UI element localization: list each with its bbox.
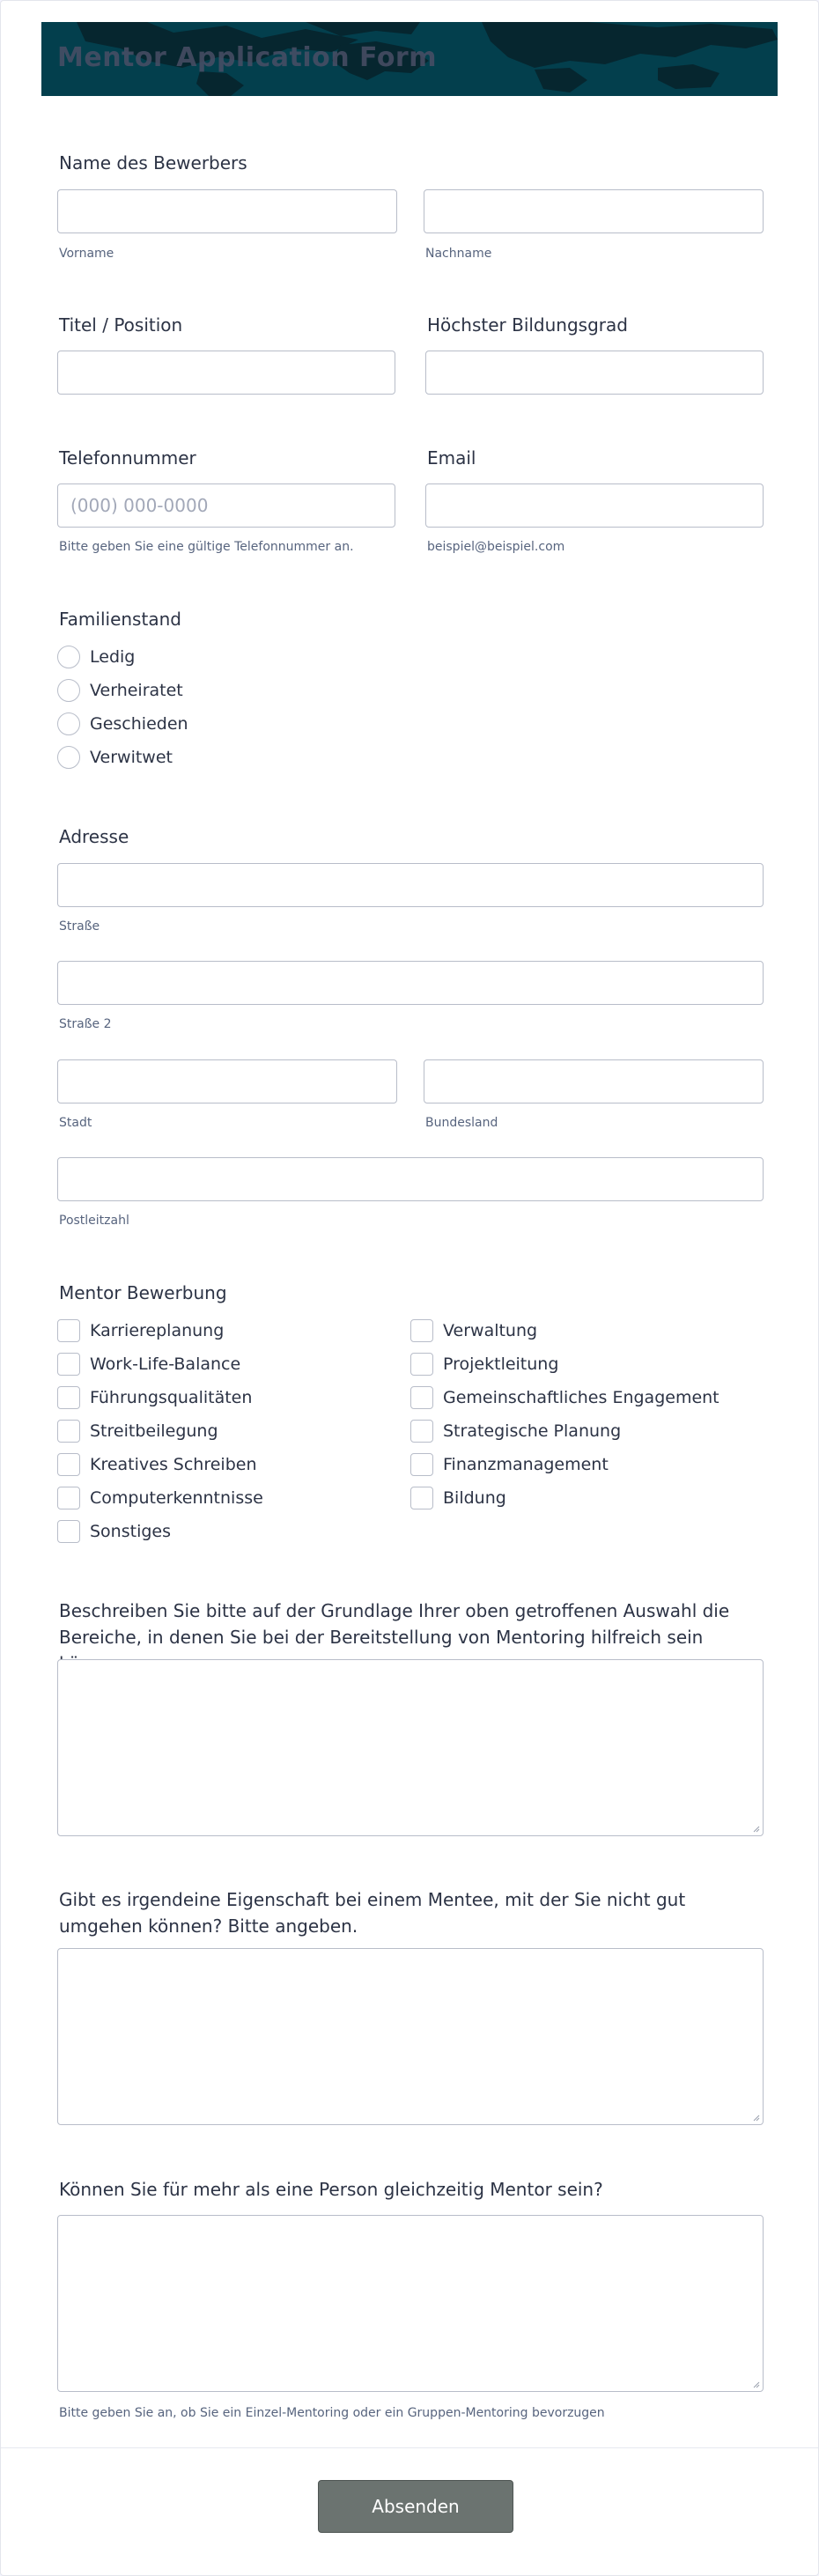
resize-grip-icon[interactable] (751, 1824, 760, 1833)
marital-option-label: Ledig (90, 647, 136, 667)
mentor-option-label: Karriereplanung (90, 1321, 225, 1340)
email-input[interactable] (425, 483, 764, 528)
checkbox[interactable] (410, 1487, 433, 1509)
last-name-sublabel: Nachname (425, 247, 492, 261)
street-input[interactable] (57, 863, 764, 907)
checkbox[interactable] (410, 1420, 433, 1443)
multiple-mentees-hint: Bitte geben Sie an, ob Sie ein Einzel-Mentoring oder ein Gruppen-Mentoring bevorzugen (59, 2406, 605, 2420)
resize-grip-icon[interactable] (751, 2113, 760, 2122)
checkbox[interactable] (410, 1353, 433, 1376)
title-position-label: Titel / Position (59, 314, 183, 336)
mentor-option-label: Gemeinschaftliches Engagement (443, 1388, 719, 1407)
education-input[interactable] (425, 351, 764, 395)
checkbox[interactable] (410, 1319, 433, 1342)
street-sublabel: Straße (59, 919, 100, 934)
mentor-option-label: Bildung (443, 1488, 506, 1508)
mentee-trait-label: Gibt es irgendeine Eigenschaft bei einem Mentee, mit der Sie nicht gut umgehen können? Bitte angeben. (59, 1889, 686, 1937)
mentor-option-label: Führungsqualitäten (90, 1388, 253, 1407)
radio-button[interactable] (57, 679, 80, 702)
mentor-option[interactable] (57, 1352, 240, 1377)
form-title: Mentor Application Form (57, 42, 437, 73)
title-position-input[interactable] (57, 351, 395, 395)
radio-button[interactable] (57, 712, 80, 735)
form-header (41, 22, 778, 96)
mentor-option-label: Projektleitung (443, 1354, 559, 1374)
mentor-option[interactable] (410, 1352, 558, 1377)
radio-button[interactable] (57, 646, 80, 668)
marital-option[interactable] (57, 712, 188, 736)
marital-option[interactable] (57, 645, 135, 669)
mentor-application-label: Mentor Bewerbung (59, 1282, 227, 1303)
email-hint: beispiel@beispiel.com (427, 540, 565, 554)
mentor-option[interactable] (410, 1452, 609, 1477)
mentor-option[interactable] (57, 1419, 218, 1443)
mentee-trait-textarea[interactable] (57, 1948, 764, 2125)
checkbox[interactable] (57, 1487, 80, 1509)
mentor-option-label: Strategische Planung (443, 1421, 622, 1441)
checkbox[interactable] (57, 1319, 80, 1342)
applicant-name-label: Name des Bewerbers (59, 152, 247, 173)
marital-option-label: Verwitwet (90, 748, 173, 767)
mentor-option[interactable] (410, 1419, 621, 1443)
checkbox[interactable] (57, 1520, 80, 1543)
marital-option-label: Geschieden (90, 714, 188, 734)
state-sublabel: Bundesland (425, 1116, 498, 1130)
street2-sublabel: Straße 2 (59, 1017, 112, 1031)
multiple-mentees-label: Können Sie für mehr als eine Person gleichzeitig Mentor sein? (59, 2179, 603, 2200)
education-label: Höchster Bildungsgrad (427, 314, 628, 336)
multiple-mentees-textarea[interactable] (57, 2215, 764, 2392)
mentoring-areas-label: Beschreiben Sie bitte auf der Grundlage Ihrer oben getroffenen Auswahl die Bereiche, in denen Sie bei der Bereitstellung von Mentoring hilfreich sein (59, 1600, 730, 1648)
checkbox[interactable] (410, 1386, 433, 1409)
address-label: Adresse (59, 826, 129, 847)
state-input[interactable] (424, 1059, 764, 1103)
city-sublabel: Stadt (59, 1116, 92, 1130)
mentor-option-label: Sonstiges (90, 1522, 172, 1541)
mentor-option[interactable] (57, 1318, 224, 1343)
checkbox[interactable] (57, 1353, 80, 1376)
street2-input[interactable] (57, 961, 764, 1005)
phone-label: Telefonnummer (59, 447, 196, 469)
marital-option[interactable] (57, 678, 183, 703)
mentor-option-label: Work-Life-Balance (90, 1354, 241, 1374)
mentor-option-label: Streitbeilegung (90, 1421, 218, 1441)
submit-button[interactable]: Absenden (318, 2480, 513, 2533)
mentor-option[interactable] (57, 1486, 263, 1510)
checkbox[interactable] (57, 1453, 80, 1476)
marital-option[interactable] (57, 745, 173, 770)
mentor-option[interactable] (410, 1385, 719, 1410)
checkbox[interactable] (410, 1453, 433, 1476)
email-label: Email (427, 447, 476, 469)
first-name-input[interactable] (57, 189, 397, 233)
phone-hint: Bitte geben Sie eine gültige Telefonnummer an. (59, 540, 354, 554)
zip-input[interactable] (57, 1157, 764, 1201)
checkbox[interactable] (57, 1420, 80, 1443)
mentor-option[interactable] (410, 1486, 506, 1510)
mentor-option[interactable] (57, 1385, 252, 1410)
first-name-sublabel: Vorname (59, 247, 114, 261)
checkbox[interactable] (57, 1386, 80, 1409)
mentor-option[interactable] (57, 1519, 171, 1544)
marital-status-label: Familienstand (59, 609, 181, 630)
footer-divider (1, 2447, 818, 2448)
resize-grip-icon[interactable] (751, 2380, 760, 2388)
mentor-option-label: Kreatives Schreiben (90, 1455, 257, 1474)
last-name-input[interactable] (424, 189, 764, 233)
radio-button[interactable] (57, 746, 80, 769)
zip-sublabel: Postleitzahl (59, 1214, 129, 1228)
mentor-option[interactable] (410, 1318, 537, 1343)
mentor-option-label: Verwaltung (443, 1321, 538, 1340)
mentor-option-label: Finanzmanagement (443, 1455, 609, 1474)
phone-input[interactable] (57, 483, 395, 528)
mentoring-areas-textarea[interactable] (57, 1659, 764, 1836)
city-input[interactable] (57, 1059, 397, 1103)
mentor-option-label: Computerkenntnisse (90, 1488, 263, 1508)
marital-option-label: Verheiratet (90, 681, 183, 700)
mentor-option[interactable] (57, 1452, 257, 1477)
